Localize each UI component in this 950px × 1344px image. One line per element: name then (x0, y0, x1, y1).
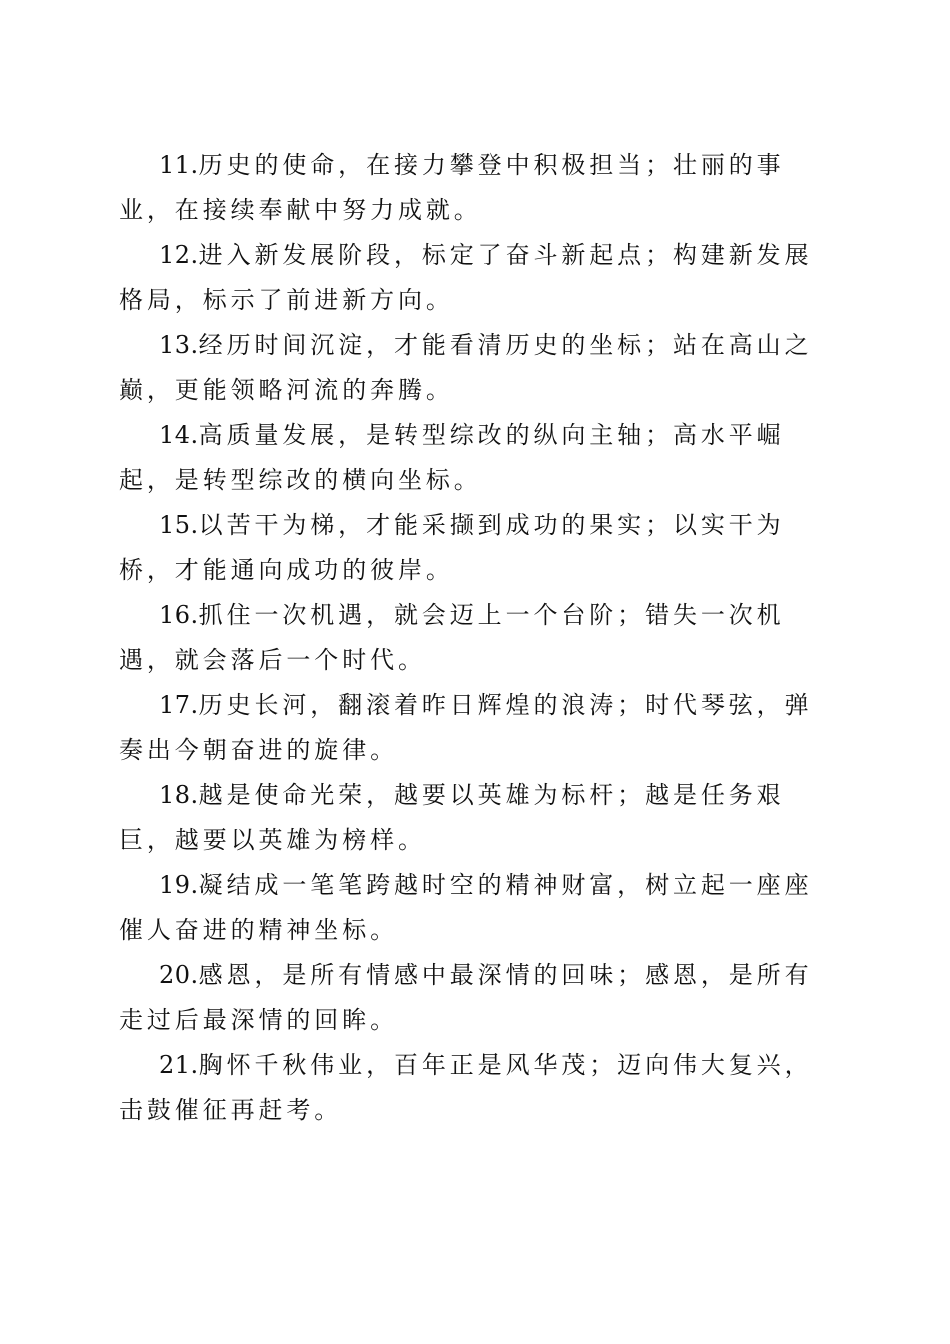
paragraph-16 (119, 593, 831, 683)
paragraph-21 (119, 1043, 831, 1133)
paragraph-number: 19. (159, 871, 199, 899)
paragraph-20 (119, 953, 831, 1043)
paragraph-14 (119, 413, 831, 503)
paragraph-number: 16. (159, 601, 199, 629)
paragraph-number: 14. (159, 421, 199, 449)
paragraph-13 (119, 323, 831, 413)
paragraph-number: 21. (159, 1051, 199, 1079)
paragraph-number: 15. (159, 511, 199, 539)
paragraph-19 (119, 863, 831, 953)
paragraph-number: 18. (159, 781, 199, 809)
paragraph-text: 进入新发展阶段，标定了奋斗新起点；构建新发展格局，标示了前进新方向。 (119, 241, 813, 314)
paragraph-text: 胸怀千秋伟业，百年正是风华茂；迈向伟大复兴，击鼓催征再赶考。 (119, 1051, 813, 1124)
paragraph-text: 感恩，是所有情感中最深情的回味；感恩，是所有走过后最深情的回眸。 (119, 961, 813, 1034)
paragraph-number: 13. (159, 331, 199, 359)
document-body (119, 143, 831, 1133)
paragraph-12 (119, 233, 831, 323)
paragraph-text: 高质量发展，是转型综改的纵向主轴；高水平崛起，是转型综改的横向坐标。 (119, 421, 785, 494)
paragraph-text: 抓住一次机遇，就会迈上一个台阶；错失一次机遇，就会落后一个时代。 (119, 601, 785, 674)
paragraph-number: 11. (159, 151, 199, 179)
paragraph-text: 越是使命光荣，越要以英雄为标杆；越是任务艰巨，越要以英雄为榜样。 (119, 781, 785, 854)
paragraph-number: 12. (159, 241, 199, 269)
paragraph-11 (119, 143, 831, 233)
paragraph-text: 历史的使命，在接力攀登中积极担当；壮丽的事业，在接续奉献中努力成就。 (119, 151, 785, 224)
paragraph-15 (119, 503, 831, 593)
paragraph-text: 历史长河，翻滚着昨日辉煌的浪涛；时代琴弦，弹奏出今朝奋进的旋律。 (119, 691, 813, 764)
paragraph-number: 20. (159, 961, 199, 989)
paragraph-text: 凝结成一笔笔跨越时空的精神财富，树立起一座座催人奋进的精神坐标。 (119, 871, 813, 944)
paragraph-17 (119, 683, 831, 773)
paragraph-text: 以苦干为梯，才能采撷到成功的果实；以实干为桥，才能通向成功的彼岸。 (119, 511, 785, 584)
paragraph-text: 经历时间沉淀，才能看清历史的坐标；站在高山之巅，更能领略河流的奔腾。 (119, 331, 813, 404)
paragraph-number: 17. (159, 691, 199, 719)
paragraph-18 (119, 773, 831, 863)
